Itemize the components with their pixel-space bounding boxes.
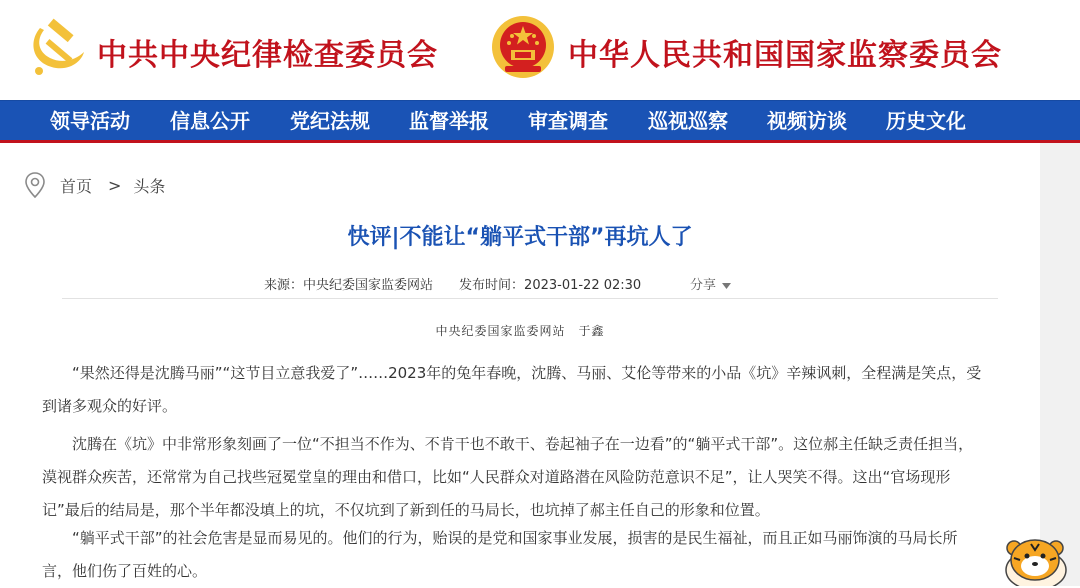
- caret-down-icon: [722, 283, 731, 289]
- breadcrumb-separator: >: [108, 175, 122, 195]
- share-label: 分享: [690, 278, 717, 293]
- source-value: 中央纪委国家监委网站: [303, 278, 434, 293]
- location-pin-icon: [24, 171, 46, 199]
- page-margin: [1040, 143, 1080, 586]
- article-meta: [264, 274, 641, 293]
- party-emblem-icon[interactable]: [26, 16, 88, 78]
- main-nav: [0, 100, 1080, 141]
- article-paragraph: “果然还得是沈腾马丽”“这节目立意我爱了”……2023年的兔年春晚，沈腾、马丽、艾伦等带来的小品《坑》辛辣讽刺，全程满是笑点，受到诸多观众的好评。: [42, 364, 982, 415]
- nav-accent-bar: [0, 140, 1080, 143]
- nav-item-info-disclosure[interactable]: 信息公开: [170, 109, 250, 133]
- site-title-nsc[interactable]: 中华人民共和国国家监察委员会: [568, 38, 1002, 73]
- nav-item-video[interactable]: 视频访谈: [767, 109, 847, 133]
- national-emblem-icon[interactable]: [490, 14, 556, 80]
- nav-item-regulations[interactable]: 党纪法规: [290, 109, 370, 133]
- article-title: 快评|不能让“躺平式干部”再坑人了: [347, 225, 693, 250]
- nav-item-inspection[interactable]: 巡视巡察: [648, 109, 728, 133]
- breadcrumb: [24, 170, 165, 200]
- article-paragraph: “躺平式干部”的社会危害是显而易见的。他们的行为，贻误的是党和国家事业发展，损害的是民生福祉，而且正如马丽饰演的马局长所言，他们伤了百姓的心。: [42, 529, 958, 580]
- article-byline: 中央纪委国家监委网站 于鑫: [435, 324, 605, 338]
- source-label: 来源：: [264, 278, 304, 293]
- nav-item-history[interactable]: 历史文化: [886, 109, 966, 133]
- site-header: [0, 0, 1080, 100]
- tiger-mascot-icon[interactable]: [1000, 530, 1070, 586]
- breadcrumb-home-link[interactable]: 首页: [60, 176, 93, 196]
- nav-item-report[interactable]: 监督举报: [409, 109, 489, 133]
- publish-time-label: 发布时间：: [459, 278, 525, 293]
- nav-item-investigation[interactable]: 审查调查: [528, 109, 608, 133]
- meta-divider: [62, 298, 998, 299]
- breadcrumb-current[interactable]: 头条: [133, 176, 166, 196]
- nav-item-leadership[interactable]: 领导活动: [50, 109, 130, 133]
- article-paragraph: 沈腾在《坑》中非常形象刻画了一位“不担当不作为、不肯干也不敢干、卷起袖子在一边看”的“躺平式干部”。这位郝主任缺乏责任担当，漠视群众疾苦，还常常为自己找些冠冕堂皇的理由和借口，比如“人民群众对道路潜在风险防范意识不足”，让人哭笑不得。这出“官场现形记”最后的结局是，那个半年都没填上的坑，不仅坑到了新到任的马局长，也坑掉了郝主任自己的形象和位置。: [42, 435, 974, 519]
- share-button[interactable]: [690, 274, 731, 293]
- publish-time-value: 2023-01-22 02:30: [524, 278, 642, 293]
- site-title-ccdi[interactable]: 中共中央纪律检查委员会: [97, 38, 438, 73]
